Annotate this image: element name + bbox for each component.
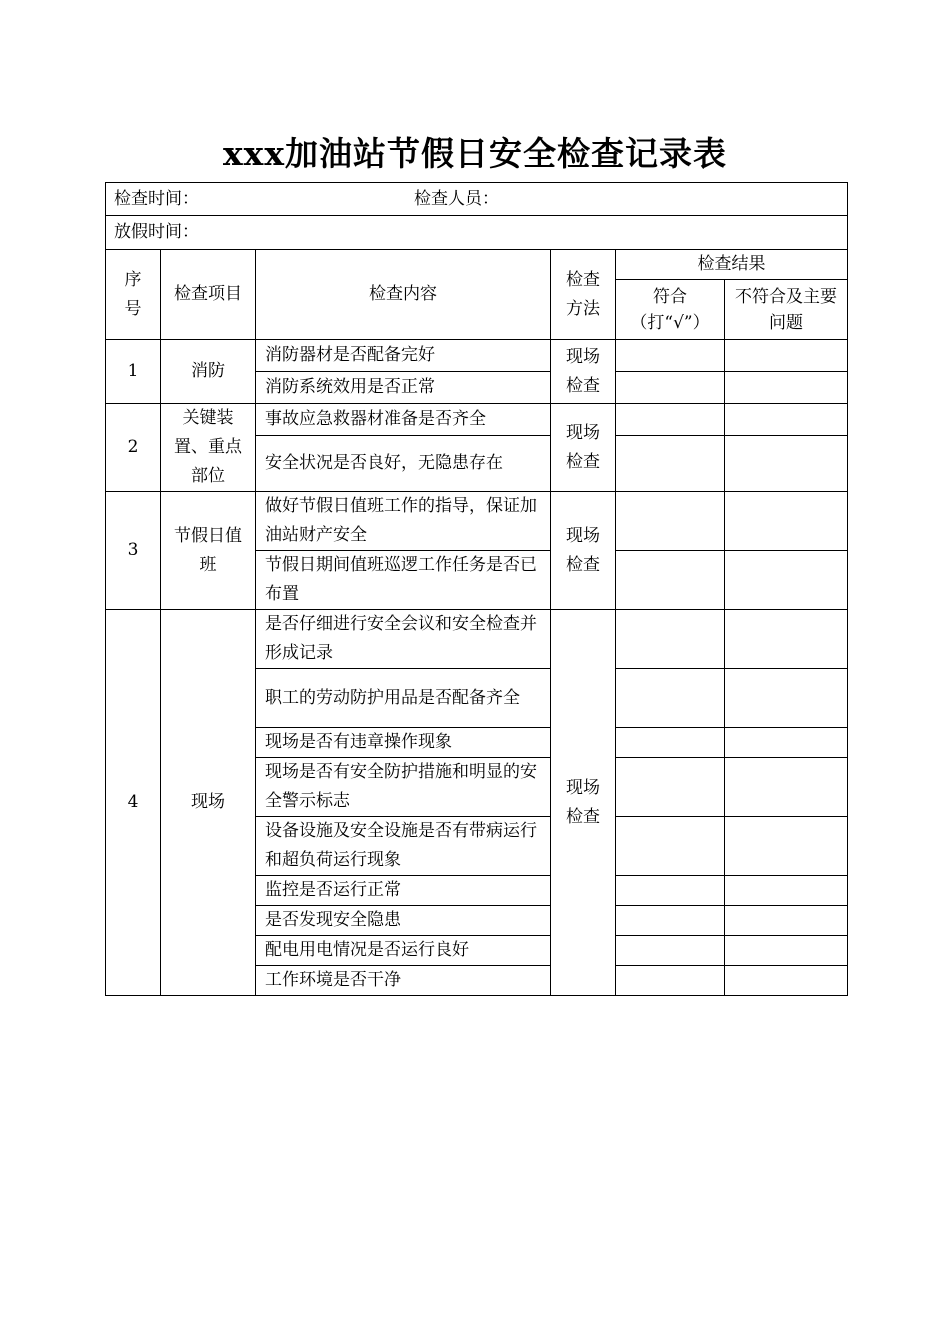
section-item: 关键装置、重点部位 [161, 404, 256, 492]
result-pass-cell[interactable] [616, 817, 725, 876]
check-content: 现场是否有安全防护措施和明显的安全警示标志 [256, 758, 551, 817]
result-fail-cell[interactable] [725, 669, 848, 728]
table-row [106, 492, 848, 551]
header-row-check-time [106, 183, 848, 216]
check-content: 职工的劳动防护用品是否配备齐全 [256, 669, 551, 728]
page-title: xxx加油站节假日安全检查记录表 [222, 134, 728, 173]
holiday-time-label: 放假时间： [114, 222, 199, 242]
result-pass-cell[interactable] [616, 966, 725, 996]
result-pass-cell[interactable] [616, 551, 725, 610]
check-method: 现场检查 [551, 404, 616, 492]
col-header-fail: 不符合及主要问题 [725, 280, 848, 340]
result-fail-cell[interactable] [725, 372, 848, 404]
section-item: 节假日值班 [161, 492, 256, 610]
result-fail-cell[interactable] [725, 436, 848, 492]
section-no: 4 [106, 610, 161, 996]
result-fail-cell[interactable] [725, 551, 848, 610]
col-header-result: 检查结果 [616, 250, 848, 280]
check-content: 设备设施及安全设施是否有带病运行和超负荷运行现象 [256, 817, 551, 876]
result-pass-cell[interactable] [616, 492, 725, 551]
section-item: 现场 [161, 610, 256, 996]
result-fail-cell[interactable] [725, 906, 848, 936]
col-header-method: 检查方法 [551, 250, 616, 340]
result-pass-cell[interactable] [616, 876, 725, 906]
check-content: 做好节假日值班工作的指导，保证加油站财产安全 [256, 492, 551, 551]
result-pass-cell[interactable] [616, 404, 725, 436]
check-method: 现场检查 [551, 340, 616, 404]
section-no: 2 [106, 404, 161, 492]
check-content: 现场是否有违章操作现象 [256, 728, 551, 758]
check-time-cell[interactable] [106, 183, 848, 216]
result-pass-cell[interactable] [616, 436, 725, 492]
table-row [106, 404, 848, 436]
check-content: 工作环境是否干净 [256, 966, 551, 996]
check-content: 安全状况是否良好，无隐患存在 [256, 436, 551, 492]
result-pass-cell[interactable] [616, 936, 725, 966]
check-content: 消防器材是否配备完好 [256, 340, 551, 372]
result-fail-cell[interactable] [725, 936, 848, 966]
table-row [106, 610, 848, 669]
result-fail-cell[interactable] [725, 876, 848, 906]
result-fail-cell[interactable] [725, 404, 848, 436]
table-row [106, 340, 848, 372]
result-fail-cell[interactable] [725, 610, 848, 669]
result-pass-cell[interactable] [616, 340, 725, 372]
col-header-no: 序号 [106, 250, 161, 340]
result-fail-cell[interactable] [725, 340, 848, 372]
result-fail-cell[interactable] [725, 758, 848, 817]
section-no: 1 [106, 340, 161, 404]
check-content: 消防系统效用是否正常 [256, 372, 551, 404]
check-content: 节假日期间值班巡逻工作任务是否已布置 [256, 551, 551, 610]
section-no: 3 [106, 492, 161, 610]
holiday-time-cell[interactable] [106, 216, 848, 250]
col-header-pass: 符合（打“√”） [616, 280, 725, 340]
header-row-holiday-time [106, 216, 848, 250]
result-fail-cell[interactable] [725, 492, 848, 551]
result-pass-cell[interactable] [616, 372, 725, 404]
check-content: 是否仔细进行安全会议和安全检查并形成记录 [256, 610, 551, 669]
check-method: 现场检查 [551, 610, 616, 996]
check-time-label: 检查时间： [114, 188, 199, 209]
result-fail-cell[interactable] [725, 966, 848, 996]
result-fail-cell[interactable] [725, 728, 848, 758]
check-content: 是否发现安全隐患 [256, 906, 551, 936]
result-pass-cell[interactable] [616, 728, 725, 758]
result-pass-cell[interactable] [616, 906, 725, 936]
column-header-row [106, 250, 848, 280]
result-fail-cell[interactable] [725, 817, 848, 876]
col-header-item: 检查项目 [161, 250, 256, 340]
inspector-label: 检查人员： [414, 188, 499, 209]
col-header-content: 检查内容 [256, 250, 551, 340]
result-pass-cell[interactable] [616, 669, 725, 728]
inspection-record-table [105, 182, 848, 996]
result-pass-cell[interactable] [616, 758, 725, 817]
result-pass-cell[interactable] [616, 610, 725, 669]
check-content: 监控是否运行正常 [256, 876, 551, 906]
check-content: 配电用电情况是否运行良好 [256, 936, 551, 966]
check-content: 事故应急救器材准备是否齐全 [256, 404, 551, 436]
check-method: 现场检查 [551, 492, 616, 610]
section-item: 消防 [161, 340, 256, 404]
